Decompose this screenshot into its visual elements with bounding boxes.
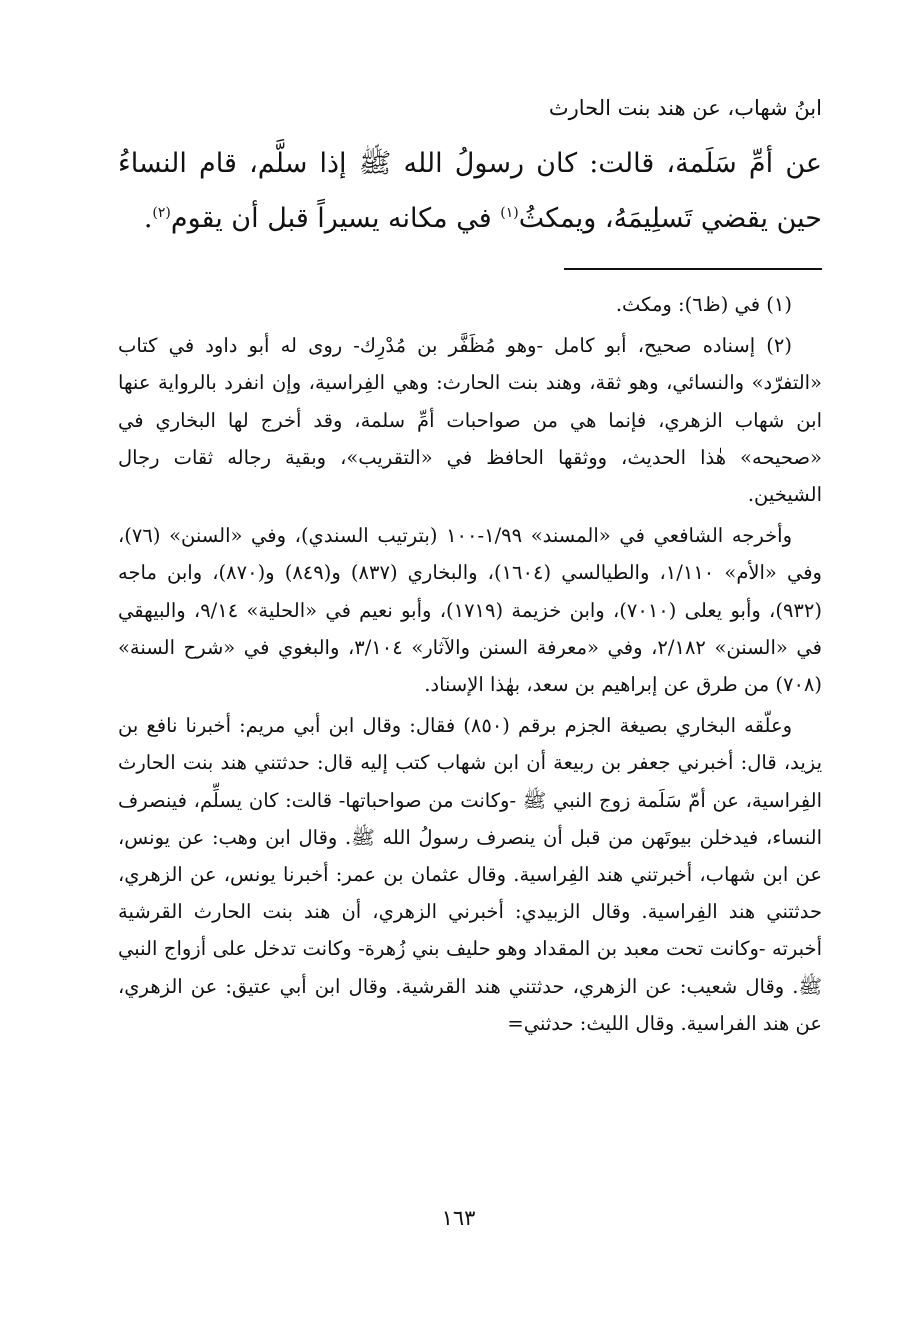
footnote-2-commentary: وعلّقه البخاري بصيغة الجزم برقم (٨٥٠) فقال: وقال ابن أبي مريم: أخبرنا نافع بن يزيد، قال: أخبرني جعفر بن ربيعة أن ابن شهاب كتب إليه قال: حدثتني هند بنت الحارث الفِراسية، عن أمّ سَلَمة زوج النبي ﷺ -وكانت من صواحباتها- قالت: كان يسلِّم، فينصرف النساء، فيدخلن بيوتَهن من قبل أن ينصرف رسولُ الله ﷺ. وقال ابن وهب: عن يونس، عن ابن شهاب، أخبرتني هند الفِراسية. وقال عثمان بن عمر: أخبرنا يونس، عن الزهري، حدثتني هند الفِراسية. وقال الزبيدي: أخبرني الزهري، أن هند بنت الحارث القرشية أخبرته -وكانت تحت معبد بن المقداد وهو حليف بني زُهرة- وكانت تدخل على أزواج النبي ﷺ. وقال شعيب: عن الزهري، حدثتني هند القرشية. وقال ابن أبي عتيق: عن الزهري، عن هند الفراسية. وقال الليث: حدثني= bbox=[118, 714, 822, 1035]
book-page bbox=[118, 86, 822, 1287]
footnote-marker-1: (١) bbox=[500, 205, 519, 221]
footnote-2: (٢) إسناده صحيح، أبو كامل -وهو مُظَفَّر بن مُدْرِك- روى له أبو داود في كتاب «التفرّد» والنسائي، وهو ثقة، وهند بنت الحارث: وهي الفِراسية، وإن انفرد بالرواية عنها ابن شهاب الزهري، فإنما هي من صواحبات أمِّ سلمة، وقد أخرج لها البخاري في «صحيحه» هٰذا الحديث، ووثقها الحافظ في «التقريب»، وبقية رجاله ثقات رجال الشيخين. bbox=[118, 334, 822, 507]
hadith-text-part-2: في مكانه يسيراً قبل أن يقوم bbox=[170, 203, 501, 234]
footnote-1: (١) في (ظ٦): ومكث. bbox=[615, 293, 792, 316]
footnote-marker-2: (٢) bbox=[152, 205, 171, 221]
hadith-text-part-1: عن أمِّ سَلَمة، قالت: كان رسولُ الله ﷺ إذا سلَّم، قام النساءُ حين يقضي تَسلِيمَهُ، ويمكثُ bbox=[118, 148, 822, 234]
page-number: ١٦٣ bbox=[441, 1206, 476, 1230]
running-line: ابنُ شهاب، عن هند بنت الحارث bbox=[548, 96, 822, 120]
footnote-separator-rule bbox=[564, 268, 822, 270]
hadith-text-end: . bbox=[143, 203, 153, 234]
footnote-2-sources: وأخرجه الشافعي في «المسند» ١/٩٩-١٠٠ (بترتيب السندي)، وفي «السنن» (٧٦)، وفي «الأم» ١/١١٠، والطيالسي (١٦٠٤)، والبخاري (٨٣٧) و(٨٤٩) و(٨٧٠)، وابن ماجه (٩٣٢)، وأبو يعلى (٧٠١٠)، وابن خزيمة (١٧١٩)، وأبو نعيم في «الحلية» ٩/١٤، والبيهقي في «السنن» ٢/١٨٢، وفي «معرفة السنن والآثار» ٣/١٠٤، والبغوي في «شرح السنة» (٧٠٨) من طرق عن إبراهيم بن سعد، بهٰذا الإسناد. bbox=[118, 524, 822, 697]
hadith-text bbox=[118, 136, 822, 246]
